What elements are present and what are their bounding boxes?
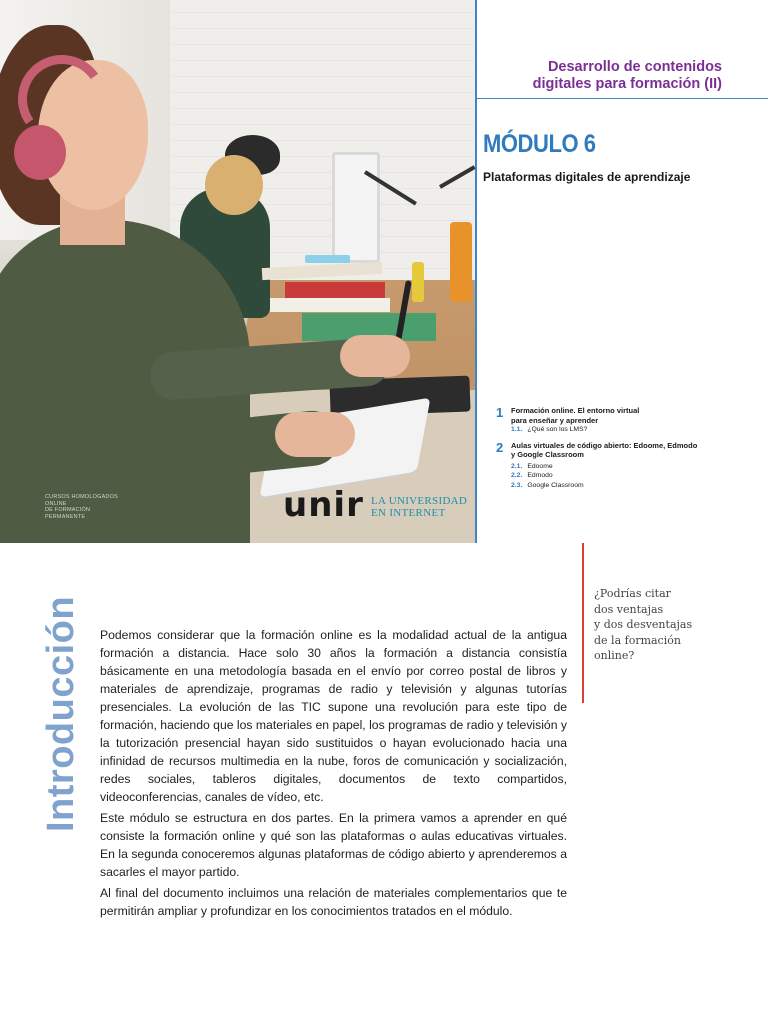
background-person-head-blonde xyxy=(205,155,263,215)
intro-paragraph-2: Este módulo se estructura en dos partes. En la primera vamos a aprender en qué consiste la formación online y qué son las plataformas o aulas educativas virtuales. En la segunda conoceremos algunas plataformas de código abierto y aprenderemos a sacarles el mayor partido. xyxy=(100,811,567,879)
hero-photo xyxy=(0,0,475,543)
course-title-line-1: Desarrollo de contenidos xyxy=(547,59,722,75)
intro-heading: Introducción xyxy=(40,595,82,832)
table-of-contents xyxy=(496,406,736,493)
side-question-line: dos ventajas xyxy=(594,602,664,616)
module-title: MÓDULO 6 xyxy=(483,130,596,158)
homologated-courses-label xyxy=(45,494,118,520)
white-book xyxy=(270,298,390,312)
headphone-cup xyxy=(14,125,66,180)
toc-subitem-label: Google Classroom xyxy=(527,481,584,489)
tagline-line-1: LA UNIVERSIDAD xyxy=(371,495,468,507)
toc-subitem-number: 1.1. xyxy=(511,426,523,433)
toc-title-line: para enseñar y aprender xyxy=(511,415,599,425)
small-toy xyxy=(412,262,424,302)
intro-paragraph-3: Al final del documento incluimos una relación de materiales complementarios que te permitirán ampliar y profundizar en los conocimientos tratados en el módulo. xyxy=(100,886,567,918)
homologated-line-3: DE FORMACIÓN xyxy=(45,507,91,513)
toc-subitem[interactable] xyxy=(511,426,736,435)
module-subtitle: Plataformas digitales de aprendizaje xyxy=(483,170,691,184)
side-question xyxy=(594,586,734,664)
toc-item-2[interactable] xyxy=(496,441,736,491)
unir-tagline xyxy=(371,495,467,519)
toc-subitem[interactable] xyxy=(511,482,736,491)
toc-title-line: Formación online. El entorno virtual xyxy=(511,406,640,415)
header-divider xyxy=(477,98,768,99)
toc-subitem-number: 2.1. xyxy=(511,462,523,470)
homologated-line-4: PERMANENTE xyxy=(45,513,86,520)
woman-hand-left xyxy=(275,412,355,457)
toc-item-1[interactable] xyxy=(496,406,736,435)
intro-paragraph-1: Podemos considerar que la formación online es la modalidad actual de la antigua formación a distancia. Hace solo 30 años la formación a distancia consistía básicamente en una metodología basada en el envío por correo postal de libros y materiales de aprendizaje, programas de radio y televisión y algunas tutorías presenciales. La evolución de las TIC supone una revolución para este tipo de formación, haciendo que los materiales en papel, los programas de radio y televisión y la tutorización presencial hayan sido sustituidos o hayan evolucionado hacia una infinidad de recursos multimedia en la nube, foros de comunicación y socialización, redes sociales, tableros digitales, documentos de texto compartidos, videoconferencias, canales de vídeo, etc. xyxy=(100,628,567,804)
course-title-line-2: digitales para formación (II) xyxy=(532,76,722,92)
toc-subitem[interactable] xyxy=(511,463,736,472)
phone xyxy=(305,255,350,263)
toc-item-title xyxy=(511,441,736,460)
toc-title-line: y Google Classroom xyxy=(511,450,584,459)
vertical-divider xyxy=(475,0,477,543)
woman-hand-right xyxy=(340,335,410,377)
red-book xyxy=(285,282,385,298)
toc-subitem-number: 2.3. xyxy=(511,481,523,489)
toc-subitem-label: Edoome xyxy=(527,462,553,470)
homologated-line-2: ONLINE xyxy=(45,500,67,507)
unir-logo: unir xyxy=(283,485,364,525)
side-question-line: ¿Podrías citar xyxy=(594,587,671,600)
toc-subitem-label: Edmodo xyxy=(527,472,553,479)
monitor xyxy=(332,152,380,263)
toc-subitem-number: 2.2. xyxy=(511,472,523,479)
side-note-rule xyxy=(582,543,584,703)
course-title xyxy=(490,59,722,93)
toc-subitem[interactable] xyxy=(511,472,736,481)
tagline-line-2: EN INTERNET xyxy=(371,507,446,519)
toc-number: 1 xyxy=(496,405,504,420)
toc-title-line: Aulas virtuales de código abierto: Edoome, Edmodo xyxy=(511,440,698,450)
toc-subitem-label: ¿Qué son los LMS? xyxy=(527,426,588,433)
side-question-line: de la formación xyxy=(594,633,681,647)
toc-number: 2 xyxy=(496,439,504,455)
intro-body xyxy=(100,626,567,923)
side-question-line: y dos desventajas xyxy=(594,618,693,631)
side-question-line: online? xyxy=(594,649,635,662)
homologated-line-1: CURSOS HOMOLOGADOS xyxy=(45,494,118,500)
toc-item-title xyxy=(511,406,736,425)
robot-toy xyxy=(450,222,472,302)
